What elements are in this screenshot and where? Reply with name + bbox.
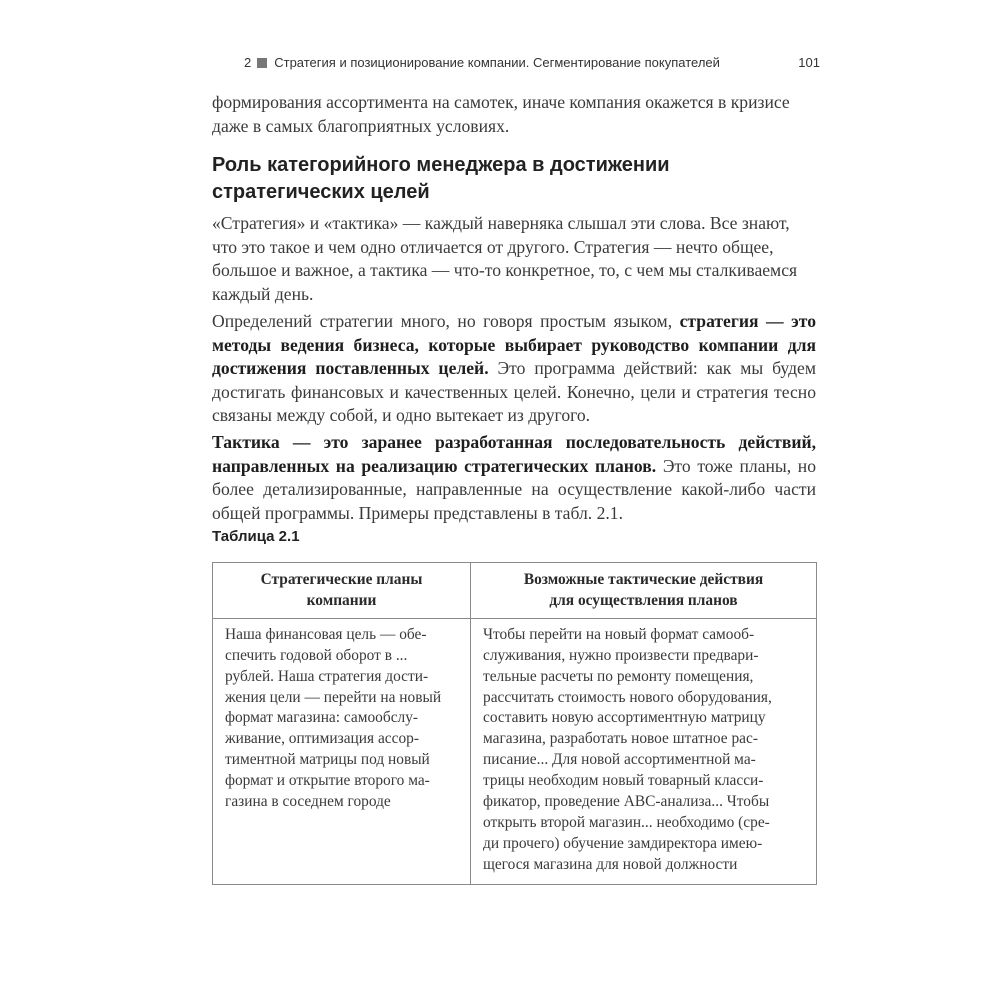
- cell-strategic-plan: [213, 618, 471, 884]
- cell-line: жения цели — перейти на новый: [225, 688, 442, 706]
- square-bullet-icon: [257, 58, 267, 68]
- cell-line: ди прочего) обучение замдиректора имею-: [483, 834, 763, 852]
- section-heading: [212, 152, 816, 206]
- cell-line: рассчитать стоимость нового оборудования,: [483, 688, 772, 706]
- column-header-strategic: [213, 563, 471, 619]
- cell-line: писание... Для новой ассортиментной ма-: [483, 751, 756, 769]
- cell-line: газина в соседнем городе: [225, 793, 391, 811]
- cell-line: тельные расчеты по ремонту помещения,: [483, 667, 754, 685]
- cell-line: составить новую ассортиментную матрицу: [483, 709, 766, 727]
- paragraph-strategy-definition: [212, 310, 816, 428]
- cell-line: фикатор, проведение ABC-анализа... Чтобы: [483, 793, 770, 811]
- cell-line: Наша финансовая цель — обе-: [225, 625, 427, 643]
- table-row: [213, 618, 817, 884]
- intro-paragraph: [212, 91, 816, 138]
- cell-line: служивания, нужно произвести предвари-: [483, 646, 759, 664]
- text-line: даже в самых благоприятных условиях.: [212, 115, 510, 136]
- running-head: [244, 55, 820, 70]
- heading-line: Роль категорийного менеджера в достижении: [212, 154, 670, 176]
- chapter-title: Стратегия и позиционирование компании. Сегментирование покупателей: [274, 55, 720, 70]
- cell-line: открыть второй магазин... необходимо (сре-: [483, 813, 770, 831]
- paragraph-strategy-tactics: [212, 212, 816, 306]
- text-line: что это такое и чем одно отличается от другого. Стратегия — нечто общее,: [212, 236, 774, 257]
- strategy-tactics-table: [212, 562, 817, 885]
- text-line: формирования ассортимента на самотек, иначе компания окажется в кризисе: [212, 92, 790, 112]
- cell-line: магазина, разработать новое штатное рас-: [483, 730, 758, 748]
- cell-line: спечить годовой оборот в ...: [225, 646, 408, 664]
- header-line: для осуществления планов: [549, 591, 738, 609]
- header-line: Стратегические планы: [260, 571, 423, 588]
- cell-line: формат и открытие второго ма-: [225, 772, 430, 790]
- cell-tactical-actions: [471, 618, 817, 884]
- tactics-definition-bold: Тактика — это заранее разработанная последовательность действий, направленных на реализацию стратегических планов.: [212, 432, 816, 476]
- paragraph-lead: Определений стратегии много, но говоря простым языком,: [212, 311, 680, 331]
- cell-line: Чтобы перейти на новый формат самооб-: [483, 625, 755, 643]
- text-line: каждый день.: [212, 283, 314, 304]
- cell-line: трицы необходим новый товарный класси-: [483, 772, 764, 790]
- cell-line: живание, оптимизация ассор-: [225, 730, 419, 748]
- cell-line: рублей. Наша стратегия дости-: [225, 667, 429, 685]
- text-line: большое и важное, а тактика — что-то конкретное, то, с чем мы сталкиваемся: [212, 260, 798, 280]
- chapter-number: 2: [244, 55, 252, 70]
- paragraph-rest: Это тоже планы, но более детализированные, направленные на осуществление какой-либо части общей программы. Примеры представлены в табл. 2.1.: [212, 455, 816, 523]
- header-line: Возможные тактические действия: [523, 571, 764, 588]
- table-header-row: [213, 563, 817, 619]
- cell-line: щегося магазина для новой должности: [483, 855, 738, 873]
- paragraph-rest: Это программа действий: как мы будем достигать финансовых и качественных целей. Конечно, цели и стратегия тесно связаны между собой, и одно вытекает из другого.: [212, 358, 816, 425]
- header-line: компании: [306, 591, 377, 609]
- table-caption: Таблица 2.1: [212, 528, 300, 545]
- heading-line: стратегических целей: [212, 181, 430, 203]
- page-number: 101: [798, 55, 820, 70]
- text-line: «Стратегия» и «тактика» — каждый наверняка слышал эти слова. Все знают,: [212, 213, 790, 233]
- paragraph-tactics-definition: [212, 431, 816, 525]
- cell-line: формат магазина: самообслу-: [225, 709, 419, 727]
- strategy-definition-bold: стратегия — это методы ведения бизнеса, которые выбирает руководство компании для достижения поставленных целей.: [212, 311, 816, 378]
- column-header-tactical: [471, 563, 817, 619]
- cell-line: тиментной матрицы под новый: [225, 751, 430, 769]
